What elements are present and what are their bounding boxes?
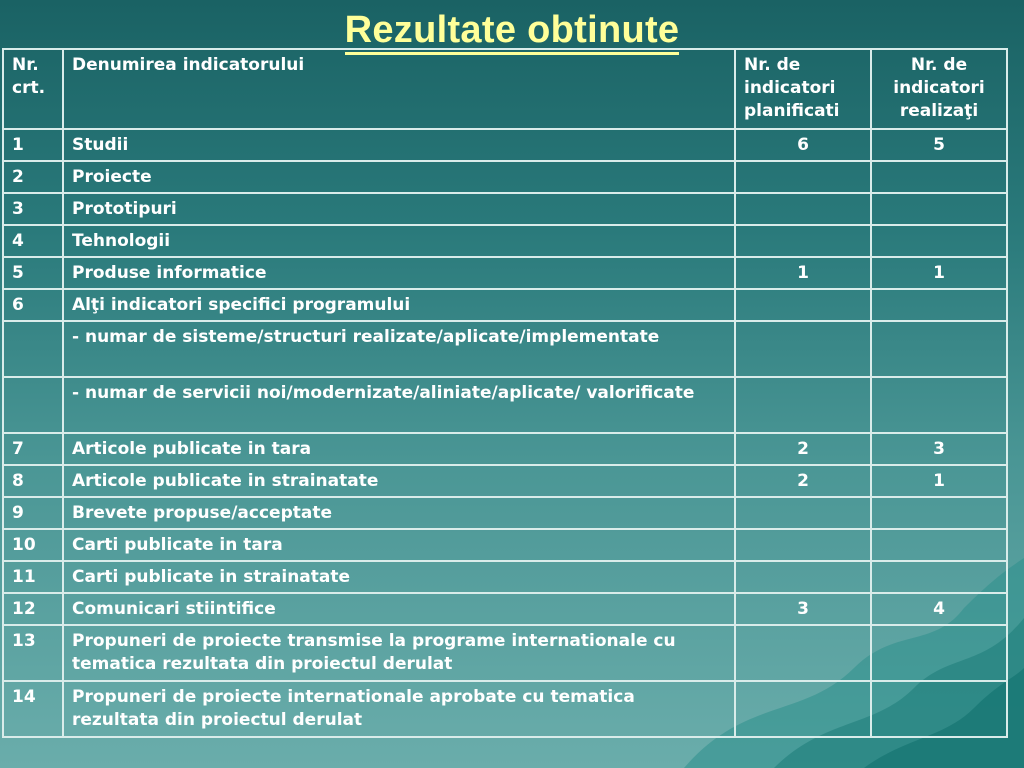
row-indicator-name: Proiecte: [63, 161, 735, 193]
row-nr: 7: [3, 433, 63, 465]
table-row: [3, 681, 1007, 737]
row-indicator-name: Articole publicate in tara: [63, 433, 735, 465]
table-row: [3, 129, 1007, 161]
table-row: [3, 625, 1007, 681]
row-planned: 2: [735, 433, 871, 465]
row-planned: [735, 225, 871, 257]
indicators-table: [2, 48, 1008, 738]
table-row: [3, 497, 1007, 529]
row-planned: 6: [735, 129, 871, 161]
slide-title: [0, 8, 1024, 52]
row-nr: 3: [3, 193, 63, 225]
table-row: [3, 433, 1007, 465]
row-nr: 10: [3, 529, 63, 561]
row-planned: [735, 289, 871, 321]
row-realized: [871, 321, 1007, 377]
row-nr: 9: [3, 497, 63, 529]
row-planned: [735, 193, 871, 225]
row-planned: [735, 377, 871, 433]
row-planned: 1: [735, 257, 871, 289]
row-planned: [735, 561, 871, 593]
row-nr: 4: [3, 225, 63, 257]
row-planned: 3: [735, 593, 871, 625]
row-indicator-name: Tehnologii: [63, 225, 735, 257]
row-realized: [871, 193, 1007, 225]
row-realized: 5: [871, 129, 1007, 161]
table-row: [3, 593, 1007, 625]
row-planned: [735, 681, 871, 737]
row-nr: 2: [3, 161, 63, 193]
row-indicator-name: - numar de servicii noi/modernizate/aliniate/aplicate/ valorificate: [63, 377, 735, 433]
table-row: [3, 465, 1007, 497]
row-realized: 3: [871, 433, 1007, 465]
row-indicator-name: Studii: [63, 129, 735, 161]
row-indicator-name: Carti publicate in strainatate: [63, 561, 735, 593]
slide-title-text: Rezultate obtinute: [345, 9, 680, 55]
row-nr: 13: [3, 625, 63, 681]
row-planned: [735, 321, 871, 377]
table-row: [3, 377, 1007, 433]
row-planned: 2: [735, 465, 871, 497]
table-row: [3, 257, 1007, 289]
header-realized: Nr. de indicatori realizaţi: [871, 49, 1007, 129]
row-nr: 14: [3, 681, 63, 737]
row-nr: 6: [3, 289, 63, 321]
row-nr: 1: [3, 129, 63, 161]
row-indicator-name: - numar de sisteme/structuri realizate/aplicate/implementate: [63, 321, 735, 377]
row-planned: [735, 529, 871, 561]
row-nr: 11: [3, 561, 63, 593]
row-indicator-name: Carti publicate in tara: [63, 529, 735, 561]
table-row: [3, 289, 1007, 321]
row-realized: 4: [871, 593, 1007, 625]
row-realized: [871, 529, 1007, 561]
header-indicator-name: Denumirea indicatorului: [63, 49, 735, 129]
row-indicator-name: Produse informatice: [63, 257, 735, 289]
row-planned: [735, 625, 871, 681]
row-realized: [871, 377, 1007, 433]
table-row: [3, 529, 1007, 561]
row-nr: [3, 377, 63, 433]
row-nr: [3, 321, 63, 377]
row-realized: [871, 225, 1007, 257]
table-row: [3, 161, 1007, 193]
row-realized: 1: [871, 257, 1007, 289]
row-indicator-name: Prototipuri: [63, 193, 735, 225]
row-indicator-name: Comunicari stiintifice: [63, 593, 735, 625]
row-realized: [871, 497, 1007, 529]
row-realized: [871, 681, 1007, 737]
row-indicator-name: Propuneri de proiecte transmise la programe internationale cu tematica rezultata din proiectul derulat: [63, 625, 735, 681]
row-indicator-name: Brevete propuse/acceptate: [63, 497, 735, 529]
row-realized: 1: [871, 465, 1007, 497]
table-row: [3, 193, 1007, 225]
header-planned: Nr. de indicatori planificati: [735, 49, 871, 129]
row-nr: 8: [3, 465, 63, 497]
row-planned: [735, 497, 871, 529]
row-indicator-name: Alţi indicatori specifici programului: [63, 289, 735, 321]
table-row: [3, 321, 1007, 377]
row-nr: 5: [3, 257, 63, 289]
table-row: [3, 561, 1007, 593]
row-nr: 12: [3, 593, 63, 625]
row-realized: [871, 289, 1007, 321]
row-indicator-name: Propuneri de proiecte internationale aprobate cu tematica rezultata din proiectul derulat: [63, 681, 735, 737]
row-realized: [871, 625, 1007, 681]
table-header-row: [3, 49, 1007, 129]
header-nr: Nr. crt.: [3, 49, 63, 129]
row-realized: [871, 561, 1007, 593]
row-realized: [871, 161, 1007, 193]
row-indicator-name: Articole publicate in strainatate: [63, 465, 735, 497]
table-row: [3, 225, 1007, 257]
row-planned: [735, 161, 871, 193]
